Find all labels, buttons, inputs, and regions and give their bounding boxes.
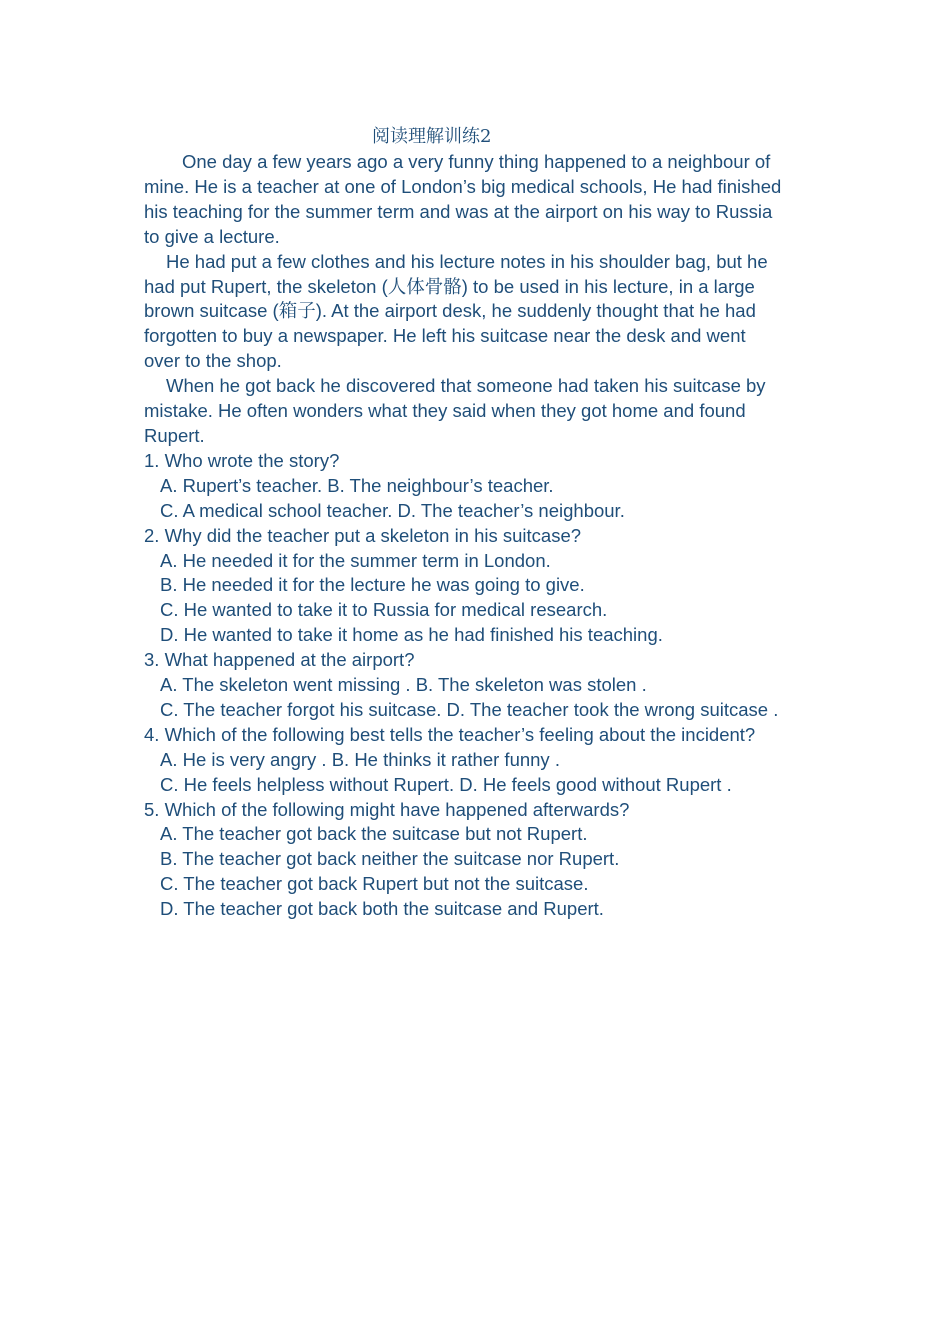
question-stem: 2. Why did the teacher put a skeleton in his suitcase? xyxy=(144,524,582,546)
passage-line: brown suitcase (箱子). At the airport desk, he suddenly thought that he had xyxy=(144,300,756,322)
question-stem: 1. Who wrote the story? xyxy=(144,449,340,471)
question-stem: 4. Which of the following best tells the teacher’s feeling about the incident? xyxy=(144,723,756,745)
passage-paragraph-2 xyxy=(144,250,814,375)
answer-option: C. The teacher got back Rupert but not the suitcase. xyxy=(160,873,589,895)
passage-line: mistake. He often wonders what they said when they got home and found xyxy=(144,400,746,422)
passage-paragraph-3 xyxy=(144,374,814,449)
question-5 xyxy=(144,798,814,923)
answer-option: C. A medical school teacher. D. The teacher’s neighbour. xyxy=(160,499,625,521)
question-stem: 5. Which of the following might have happened afterwards? xyxy=(144,798,630,820)
passage-line: mine. He is a teacher at one of London’s big medical schools, He had finished xyxy=(144,175,782,197)
passage-line: He had put a few clothes and his lecture notes in his shoulder bag, but he xyxy=(166,250,768,272)
question-stem: 3. What happened at the airport? xyxy=(144,649,415,671)
answer-option: C. He wanted to take it to Russia for medical research. xyxy=(160,599,608,621)
passage-line: had put Rupert, the skeleton (人体骨骼) to be used in his lecture, in a large xyxy=(144,275,755,297)
passage-line: over to the shop. xyxy=(144,350,282,372)
answer-option: C. The teacher forgot his suitcase. D. The teacher took the wrong suitcase . xyxy=(160,698,779,720)
answer-option: A. He is very angry . B. He thinks it rather funny . xyxy=(160,748,560,770)
document-title: 阅读理解训练2 xyxy=(372,126,492,147)
question-1 xyxy=(144,449,814,524)
answer-option: D. He wanted to take it home as he had finished his teaching. xyxy=(160,624,663,646)
passage-line: to give a lecture. xyxy=(144,225,280,247)
question-list xyxy=(144,449,814,922)
document-page xyxy=(144,124,814,922)
answer-option: A. The skeleton went missing . B. The skeleton was stolen . xyxy=(160,674,647,696)
answer-option: C. He feels helpless without Rupert. D. He feels good without Rupert . xyxy=(160,773,732,795)
passage-line: his teaching for the summer term and was at the airport on his way to Russia xyxy=(144,200,773,222)
passage-paragraph-1 xyxy=(144,150,814,250)
passage-line: Rupert. xyxy=(144,424,205,446)
passage-line: When he got back he discovered that someone had taken his suitcase by xyxy=(166,375,766,397)
question-2 xyxy=(144,524,814,649)
question-3 xyxy=(144,648,814,723)
answer-option: D. The teacher got back both the suitcase and Rupert. xyxy=(160,898,604,920)
answer-option: B. He needed it for the lecture he was going to give. xyxy=(160,574,585,596)
answer-option: B. The teacher got back neither the suitcase nor Rupert. xyxy=(160,848,620,870)
answer-option: A. He needed it for the summer term in London. xyxy=(160,549,551,571)
passage-line: One day a few years ago a very funny thing happened to a neighbour of xyxy=(182,151,771,172)
answer-option: A. The teacher got back the suitcase but not Rupert. xyxy=(160,823,588,845)
passage-line: forgotten to buy a newspaper. He left his suitcase near the desk and went xyxy=(144,325,746,347)
answer-option: A. Rupert’s teacher. B. The neighbour’s teacher. xyxy=(160,474,554,496)
passage xyxy=(144,150,814,449)
question-4 xyxy=(144,723,814,798)
